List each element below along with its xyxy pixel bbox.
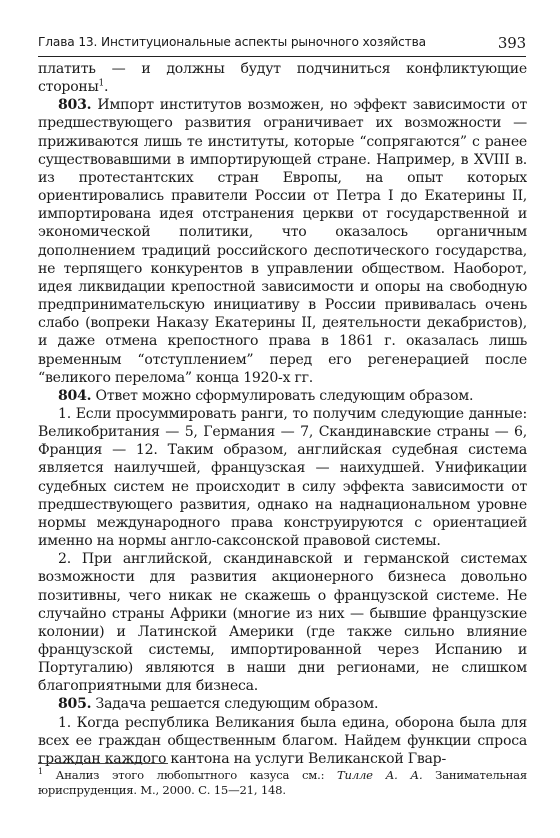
paragraph-tail: . xyxy=(104,79,109,96)
footnote-reference: 1 xyxy=(98,78,105,89)
paragraph-804-item-1 xyxy=(38,405,527,550)
page-number: 393 xyxy=(497,34,526,52)
problem-number: 805. xyxy=(58,696,92,713)
running-head xyxy=(38,34,526,57)
paragraph-804-item-2 xyxy=(38,550,527,695)
footnote-lead: Анализ этого любопытного казуса см.: xyxy=(42,768,338,782)
paragraph-804 xyxy=(38,387,527,405)
body-text xyxy=(38,60,527,768)
footnote-mark: 1 xyxy=(38,767,43,777)
footnote-author: Тилле А. А. xyxy=(337,768,423,782)
footnote xyxy=(38,768,527,797)
footnote-source: Занимательная юриспруденция. М., 2000. С. 15—21, 148. xyxy=(38,768,527,797)
paragraph-continuation xyxy=(38,60,527,96)
paragraph-text: 1. Когда республика Великания была едина, оборона была для всех ее граждан общественным благом. Найдем функции спроса граждан каждого кантона на услуги Великанской Гвар- xyxy=(38,714,527,767)
problem-number: 803. xyxy=(58,97,92,114)
paragraph-text: 1. Если просуммировать ранги, то получим следующие данные: Великобритания — 5, Германия — 7, Скандинавские страны — 6, Франция — 12. Таким образом, английская судебная система является наилучшей, французская — наихудшей. Унификации судебных систем не происходит в силу эффекта зависимости от предшествующего развития, однако на наднациональном уровне нормы международного права конструируются с ориентацией именно на нормы англо-саксонской правовой системы. xyxy=(38,405,527,550)
paragraph-805 xyxy=(38,695,527,713)
chapter-title: Глава 13. Институциональные аспекты рыночного хозяйства xyxy=(38,35,426,49)
paragraph-text: Импорт институтов возможен, но эффект зависимости от предшествующего развития ограничивает их возможности — приживаются лишь те институты, которые “сопрягаются” с ранее существовавшими в импортирующей стране. Например, в XVIII в. из протестантских стран Европы, на опыт которых ориентировались правители России от Петра I до Екатерины II, импортирована идея отстранения церкви от государственной и экономической политики, что оказалось органичным дополнением традиций российского деспотического государства, не терпящего конкурентов в управлении обществом. Наоборот, идея ликвидации крепостной зависимости и опоры на свободную предпринимательскую инициативу в России прививалась очень слабо (вопреки Наказу Екатерины II, деятельности декабристов), и даже отмена крепостного права в 1861 г. оказалась лишь временным “отступлением” перед его регенерацией после “великого перелома” конца 1920-х гг. xyxy=(38,97,527,386)
paragraph-805-item-1 xyxy=(38,714,527,768)
footnote-separator xyxy=(38,763,168,764)
paragraph-text: 2. При английской, скандинавской и германской системах возможности для развития акционерного бизнеса довольно позитивны, чего никак не скажешь о французской системе. Не случайно страны Африки (многие из них — бывшие французские колонии) и Латинской Америки (где также сильно влияние французской системы, импортированной через Испанию и Португалию) являются в наши дни регионами, не слишком благоприятными для бизнеса. xyxy=(38,551,527,695)
paragraph-text: Ответ можно сформулировать следующим образом. xyxy=(91,387,474,404)
paragraph-text: платить — и должны будут подчиниться конфликтующие стороны xyxy=(38,61,527,96)
problem-number: 804. xyxy=(58,387,92,404)
paragraph-text: Задача решается следующим образом. xyxy=(91,696,379,713)
paragraph-803 xyxy=(38,96,527,387)
